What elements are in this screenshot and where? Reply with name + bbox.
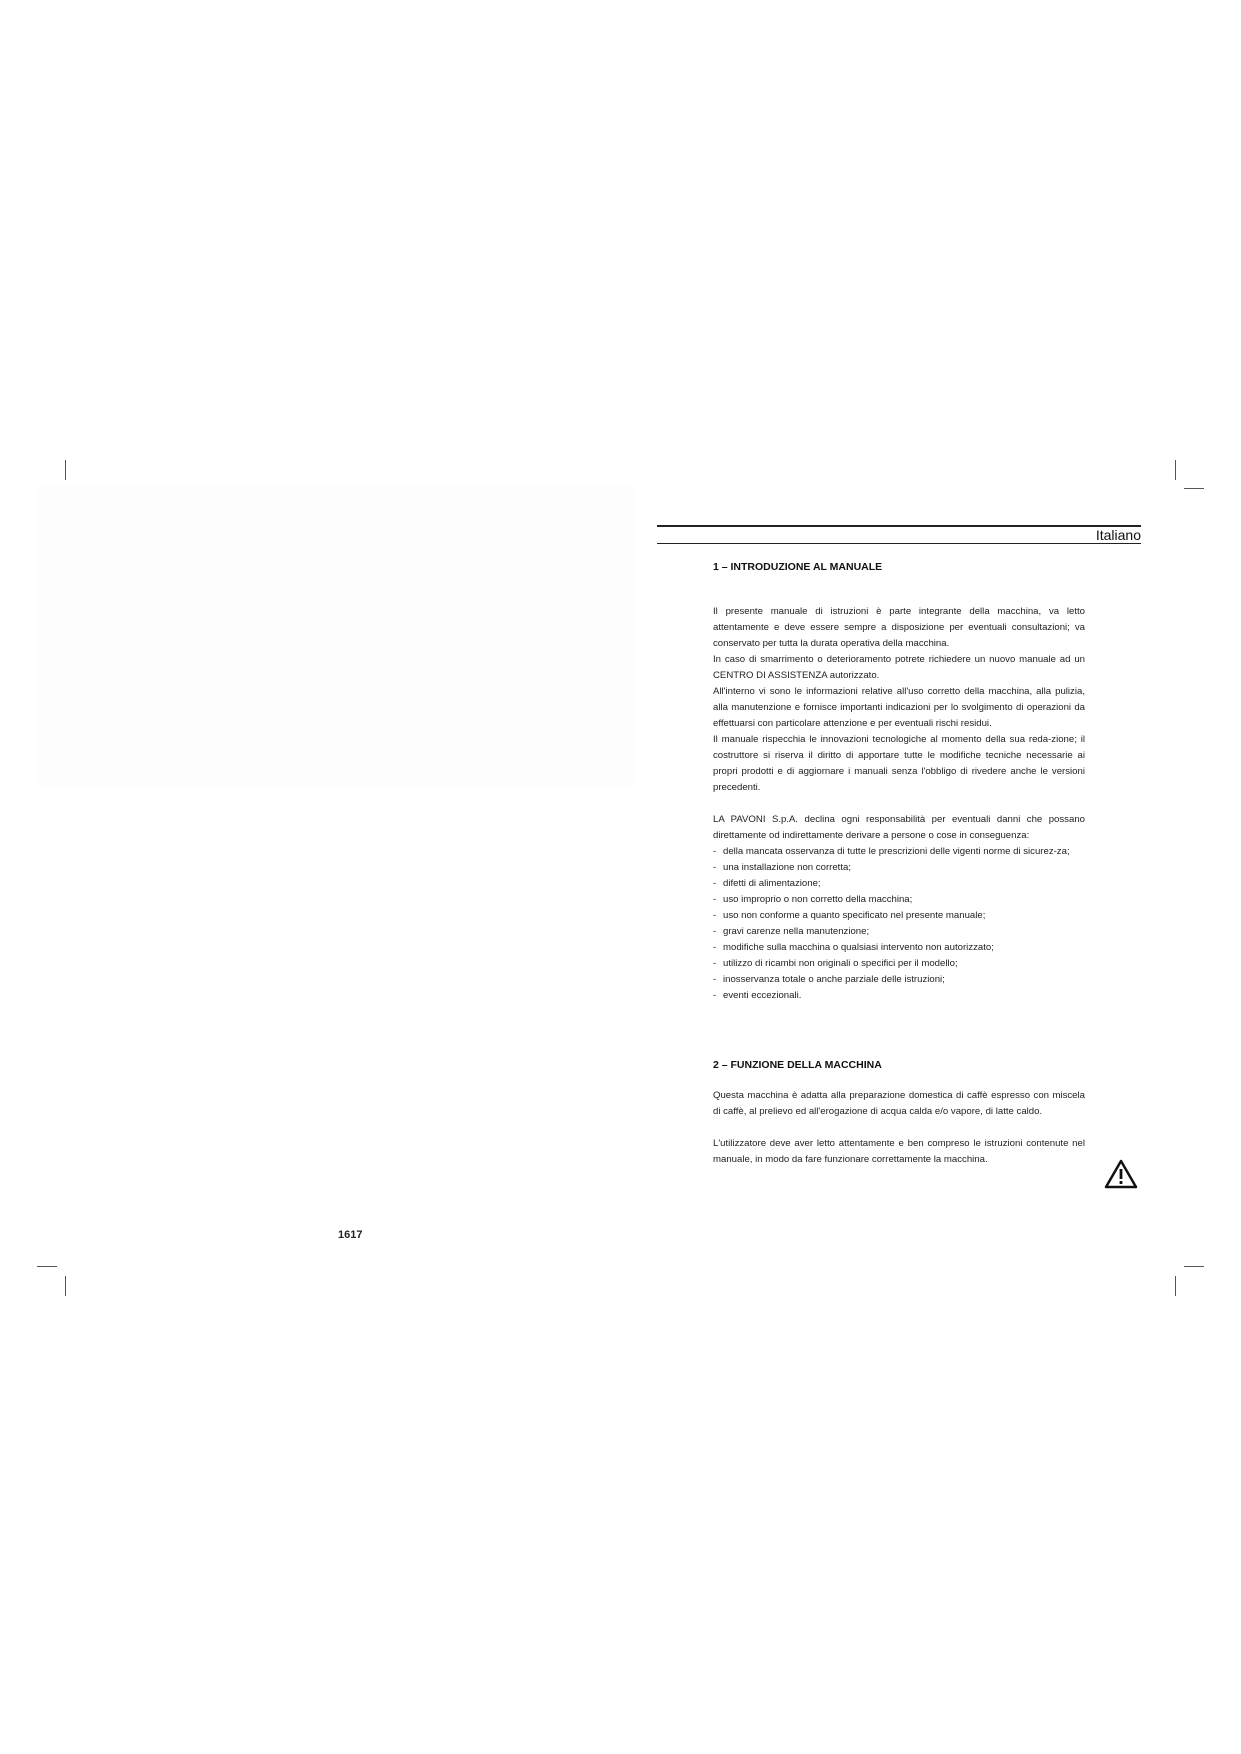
- header-rule-bottom: [657, 543, 1141, 544]
- section-1-paragraph: All'interno vi sono le informazioni relative all'uso corretto della macchina, alla pulizia, alla manutenzione e fornisce importanti indicazioni per lo svolgimento di operazioni da effettuarsi con particolare attenzione e per eventuali rischi residui.: [713, 686, 1085, 729]
- language-label: Italiano: [1095, 527, 1141, 543]
- list-item: - difetti di alimentazione;: [713, 876, 1085, 892]
- crop-mark-top-right-v: [1175, 460, 1176, 480]
- section-1-paragraph: In caso di smarrimento o deterioramento potrete richiedere un nuovo manuale ad un CENTRO DI ASSISTENZA autorizzato.: [713, 654, 1085, 681]
- section-1-paragraph: Il manuale rispecchia le innovazioni tecnologiche al momento della sua reda-zione; il costruttore si riserva il diritto di apportare tutte le modifiche tecniche necessarie ai propri prodotti e di aggiornare i manuali senza l'obbligo di rivedere anche le versioni precedenti.: [713, 734, 1085, 793]
- list-item: - una installazione non corretta;: [713, 860, 1085, 876]
- spacer: [713, 1120, 1085, 1136]
- crop-mark-top-left-v: [65, 460, 66, 480]
- list-item: - inosservanza totale o anche parziale delle istruzioni;: [713, 972, 1085, 988]
- spacer: [713, 1004, 1085, 1058]
- disclaimer-intro: LA PAVONI S.p.A. declina ogni responsabilità per eventuali danni che possano direttamente od indirettamente derivare a persone o cose in conseguenza:: [713, 814, 1085, 841]
- spacer: [713, 1072, 1085, 1088]
- page-number: 1617: [338, 1229, 363, 1241]
- list-item: - gravi carenze nella manutenzione;: [713, 924, 1085, 940]
- crop-mark-bottom-right-v: [1175, 1276, 1176, 1296]
- list-item: - utilizzo di ricambi non originali o specifici per il modello;: [713, 956, 1085, 972]
- manual-content: [713, 560, 1085, 1168]
- crop-mark-bottom-left-v: [65, 1276, 66, 1296]
- section-2-paragraph: Questa macchina è adatta alla preparazione domestica di caffè espresso con miscela di caffè, al prelievo ed all'erogazione di acqua calda e/o vapore, di latte caldo.: [713, 1090, 1085, 1117]
- blank-left-page-area: [36, 486, 636, 786]
- section-1-title: 1 – INTRODUZIONE AL MANUALE: [713, 561, 883, 573]
- crop-mark-bottom-left-h: [37, 1266, 57, 1267]
- list-item: - uso improprio o non corretto della macchina;: [713, 892, 1085, 908]
- spacer: [713, 574, 1085, 604]
- crop-mark-top-right-h: [1184, 488, 1204, 489]
- section-2-title: 2 – FUNZIONE DELLA MACCHINA: [713, 1059, 882, 1071]
- list-item: - eventi eccezionali.: [713, 988, 1085, 1004]
- list-item: - uso non conforme a quanto specificato nel presente manuale;: [713, 908, 1085, 924]
- warning-triangle-icon: [1104, 1159, 1138, 1189]
- section-2-paragraph: L'utilizzatore deve aver letto attentamente e ben compreso le istruzioni contenute nel manuale, in modo da fare funzionare correttamente la macchina.: [713, 1138, 1085, 1165]
- section-1-paragraph: Il presente manuale di istruzioni è parte integrante della macchina, va letto attentamente e deve essere sempre a disposizione per eventuali consultazioni; va conservato per tutta la durata operativa della macchina.: [713, 606, 1085, 649]
- disclaimer-list: [713, 844, 1085, 1004]
- list-item: - modifiche sulla macchina o qualsiasi intervento non autorizzato;: [713, 940, 1085, 956]
- spacer: [713, 796, 1085, 812]
- list-item: - della mancata osservanza di tutte le prescrizioni delle vigenti norme di sicurez-za;: [713, 844, 1085, 860]
- crop-mark-bottom-right-h: [1184, 1266, 1204, 1267]
